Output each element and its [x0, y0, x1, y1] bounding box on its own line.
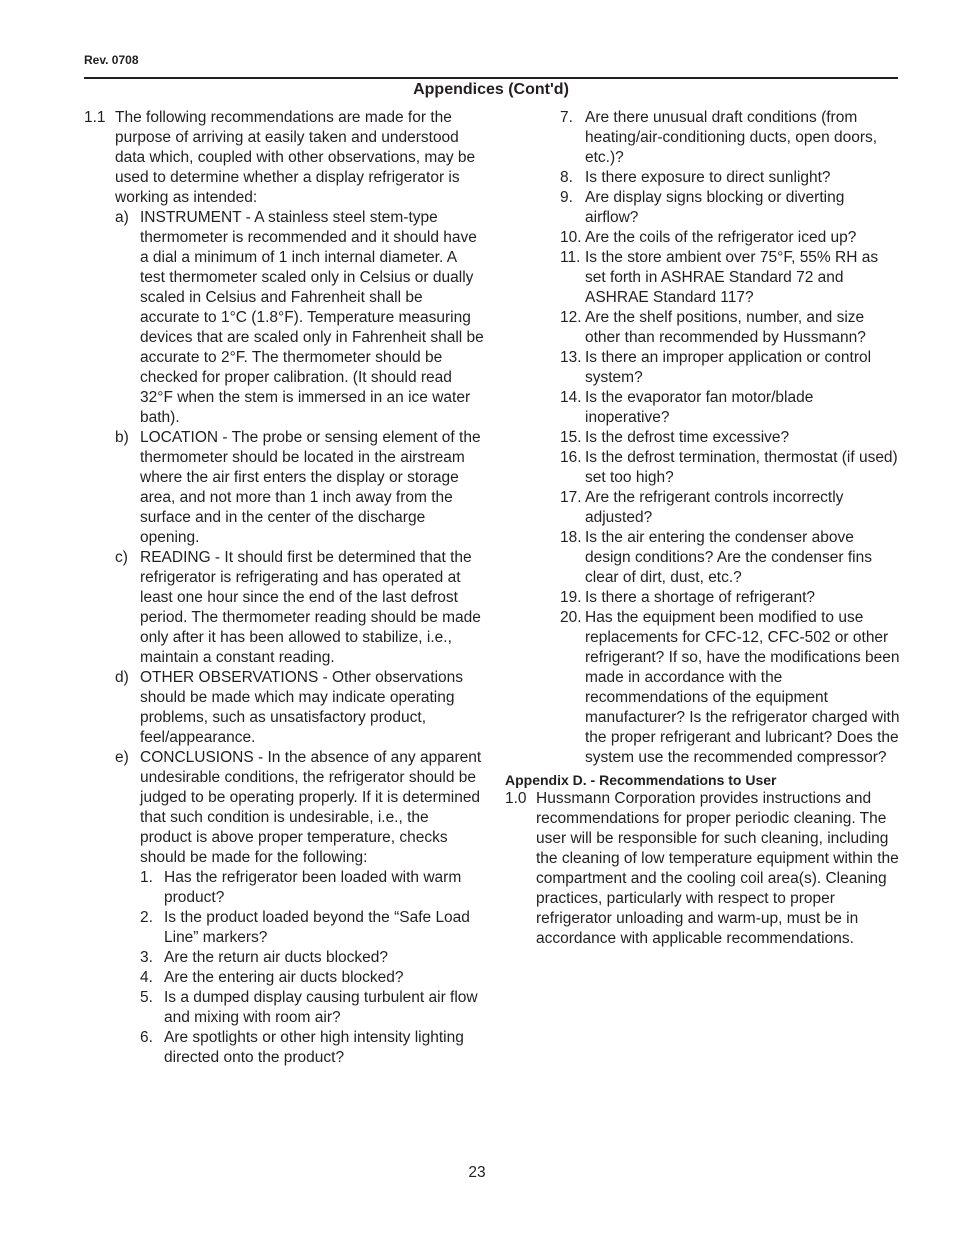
check-number: 7.	[560, 109, 573, 126]
item-label: e)	[115, 749, 129, 766]
section-number: 1.1	[84, 109, 106, 126]
check-number: 6.	[140, 1029, 153, 1046]
check-number: 11.	[560, 249, 581, 266]
check-text: Is the defrost time excessive?	[585, 429, 790, 446]
list-item-instrument	[84, 208, 484, 428]
check-number: 2.	[140, 909, 153, 926]
check-item	[84, 988, 484, 1028]
right-column	[505, 108, 901, 949]
check-item	[505, 188, 901, 228]
check-number: 19.	[560, 589, 582, 606]
check-item	[84, 868, 484, 908]
check-text: Has the equipment been modified to use replacements for CFC-12, CFC-502 or other refrigerant? If so, have the modifications been made in accordance with the recommendations of the equipment manufacturer? Is the refrigerator charged with the proper refrigerant and lubricant? Does the system use the recommended compressor?	[585, 609, 900, 766]
item-label: a)	[115, 209, 129, 226]
appendix-d-item	[505, 789, 901, 949]
check-text: Are spotlights or other high intensity lighting directed onto the product?	[164, 1029, 464, 1066]
check-item	[505, 108, 901, 168]
check-text: Are the coils of the refrigerator iced up?	[585, 229, 857, 246]
check-text: Are the return air ducts blocked?	[164, 949, 389, 966]
check-item	[505, 488, 901, 528]
check-number: 15.	[560, 429, 582, 446]
item-label: c)	[115, 549, 128, 566]
check-item	[505, 428, 901, 448]
check-text: Has the refrigerator been loaded with warm product?	[164, 869, 462, 906]
check-text: Is there an improper application or control system?	[585, 349, 872, 386]
item-text: OTHER OBSERVATIONS - Other observations should be made which may indicate operating problems, such as unsatisfactory product, feel/appearance.	[140, 669, 464, 746]
check-item	[505, 348, 901, 388]
check-text: Is there exposure to direct sunlight?	[585, 169, 831, 186]
check-item	[84, 908, 484, 948]
check-number: 16.	[560, 449, 582, 466]
check-text: Is the store ambient over 75°F, 55% RH as set forth in ASHRAE Standard 72 and ASHRAE Standard 117?	[585, 249, 879, 306]
check-number: 4.	[140, 969, 153, 986]
check-number: 5.	[140, 989, 153, 1006]
check-item	[505, 168, 901, 188]
check-text: Are there unusual draft conditions (from heating/air-conditioning ducts, open doors, etc.)?	[585, 109, 878, 166]
check-number: 17.	[560, 489, 582, 506]
check-number: 18.	[560, 529, 582, 546]
check-number: 10.	[560, 229, 582, 246]
check-text: Are the entering air ducts blocked?	[164, 969, 404, 986]
item-label: b)	[115, 429, 129, 446]
check-number: 20.	[560, 609, 582, 626]
check-text: Are the shelf positions, number, and size other than recommended by Hussmann?	[585, 309, 866, 346]
check-item	[505, 588, 901, 608]
check-item	[505, 528, 901, 588]
check-text: Is the air entering the condenser above design conditions? Are the condenser fins clear of dirt, dust, etc.?	[585, 529, 872, 586]
check-item	[84, 968, 484, 988]
check-text: Are display signs blocking or diverting airflow?	[585, 189, 845, 226]
check-item	[505, 248, 901, 308]
left-column	[84, 108, 484, 1068]
check-number: 8.	[560, 169, 573, 186]
appendix-d-text: Hussmann Corporation provides instructions and recommendations for proper periodic cleaning. The user will be responsible for such cleaning, including the cleaning of low temperature equipment within the compartment and the cooling coil area(s). Cleaning practices, particularly with respect to proper refrigerator unloading and warm-up, must be in accordance with applicable recommendations.	[536, 790, 899, 947]
list-item-other-observations	[84, 668, 484, 748]
page-title: Appendices (Cont'd)	[413, 81, 569, 98]
appendix-d-number: 1.0	[505, 790, 527, 807]
list-item-conclusions	[84, 748, 484, 868]
check-item	[505, 308, 901, 348]
check-number: 9.	[560, 189, 573, 206]
check-text: Is the defrost termination, thermostat (if used) set too high?	[585, 449, 898, 486]
list-item-reading	[84, 548, 484, 668]
check-item	[505, 608, 901, 768]
item-label: d)	[115, 669, 129, 686]
check-number: 1.	[140, 869, 153, 886]
check-item	[505, 388, 901, 428]
revision-label: Rev. 0708	[84, 53, 139, 67]
section-1-1-intro	[84, 108, 484, 208]
list-item-location	[84, 428, 484, 548]
appendix-d-heading: Appendix D. - Recommendations to User	[505, 772, 777, 788]
item-text: CONCLUSIONS - In the absence of any apparent undesirable conditions, the refrigerator should be judged to be operating properly. If it is determined that such condition is undesirable, i.e., the product is above proper temperature, checks should be made for the following:	[140, 749, 482, 866]
check-number: 3.	[140, 949, 153, 966]
check-item	[84, 1028, 484, 1068]
check-text: Is the evaporator fan motor/blade inoperative?	[585, 389, 814, 426]
item-text: INSTRUMENT - A stainless steel stem-type thermometer is recommended and it should have a dial a minimum of 1 inch internal diameter. A test thermometer scaled only in Celsius or dually scaled in Celsius and Fahrenheit shall be accurate to 1°C (1.8°F). Temperature measuring devices that are scaled only in Fahrenheit shall be accurate to 2°F. The thermometer should be checked for proper calibration. (It should read 32°F when the stem is immersed in an ice water bath).	[140, 209, 484, 426]
item-text: READING - It should first be determined that the refrigerator is refrigerating and has operated at least one hour since the end of the last defrost period. The thermometer reading should be made only after it has been allowed to stabilize, i.e., maintain a constant reading.	[140, 549, 481, 666]
page-number: 23	[468, 1164, 486, 1181]
header-rule	[84, 77, 898, 79]
check-number: 12.	[560, 309, 582, 326]
section-intro-text: The following recommendations are made for the purpose of arriving at easily taken and understood data which, coupled with other observations, may be used to determine whether a display refrigerator is working as intended:	[115, 109, 476, 206]
check-item	[505, 228, 901, 248]
check-text: Is the product loaded beyond the “Safe Load Line” markers?	[164, 909, 470, 946]
check-item	[84, 948, 484, 968]
check-item	[505, 448, 901, 488]
check-text: Are the refrigerant controls incorrectly adjusted?	[585, 489, 844, 526]
check-text: Is there a shortage of refrigerant?	[585, 589, 816, 606]
check-text: Is a dumped display causing turbulent air flow and mixing with room air?	[164, 989, 478, 1026]
check-number: 13.	[560, 349, 582, 366]
item-text: LOCATION - The probe or sensing element of the thermometer should be located in the airstream where the air first enters the display or storage area, and not more than 1 inch away from the surface and in the center of the discharge opening.	[140, 429, 481, 546]
check-number: 14.	[560, 389, 582, 406]
